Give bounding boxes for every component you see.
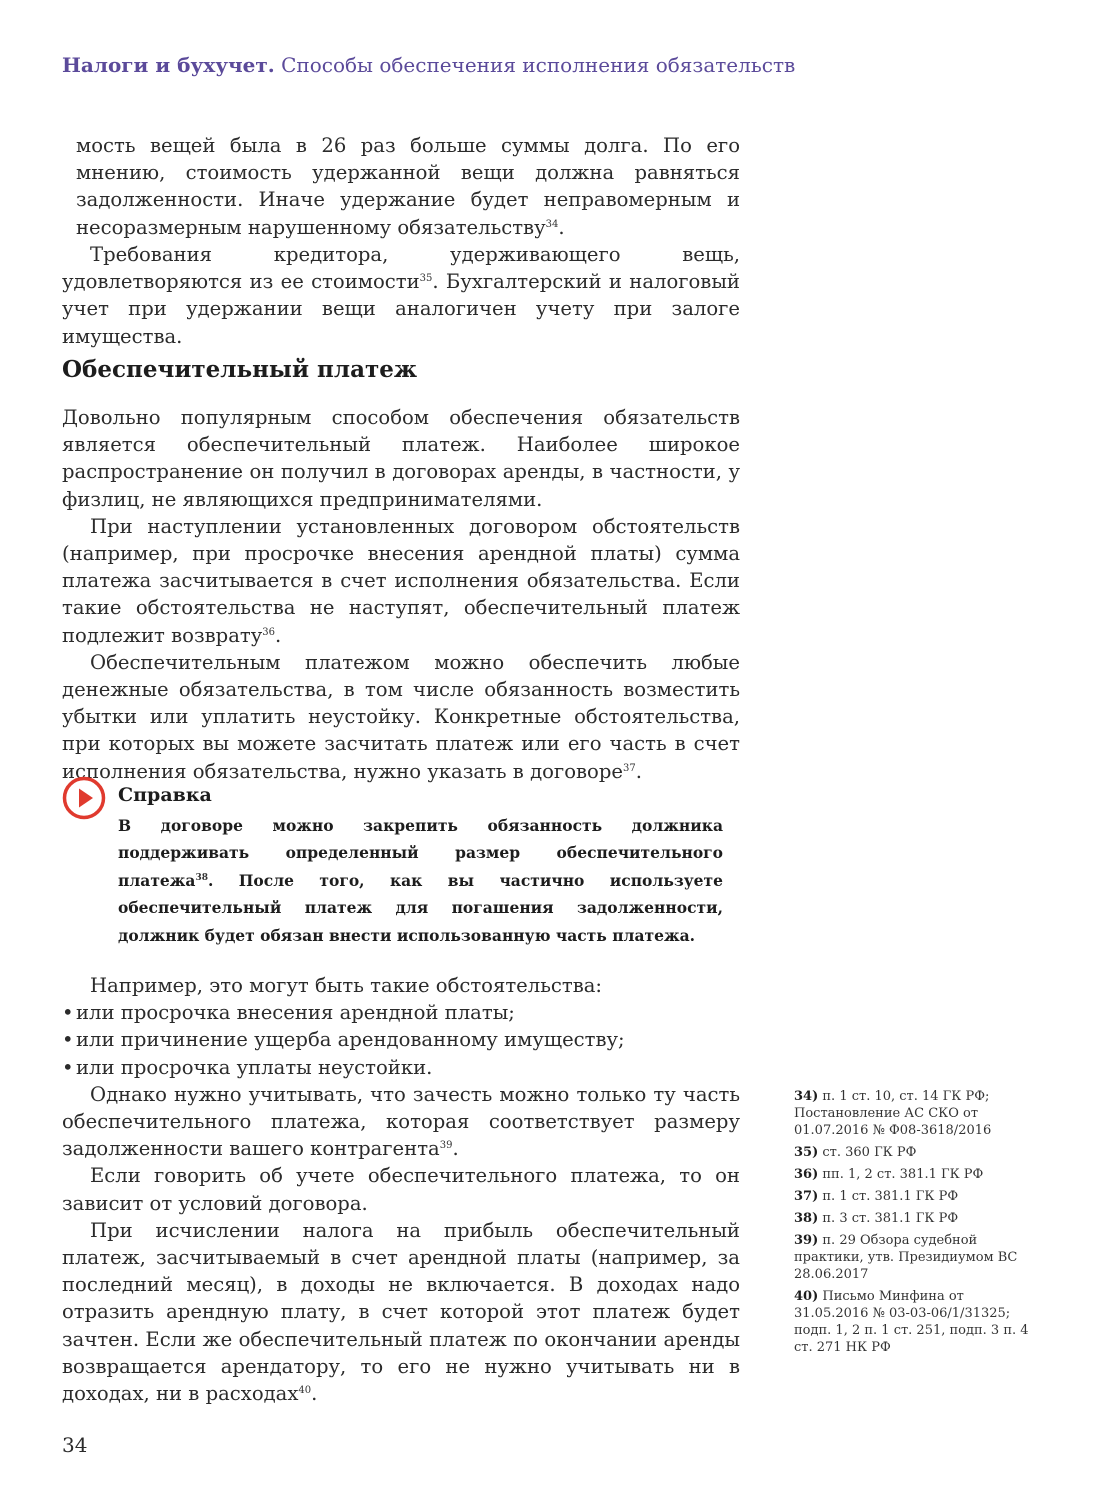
page-number: 34	[62, 1433, 88, 1457]
security-deposit-block	[62, 404, 740, 785]
running-head-title: Способы обеспечения исполнения обязательств	[281, 53, 796, 77]
running-head-section: Налоги и бухучет.	[62, 53, 275, 77]
footnote: 35) ст. 360 ГК РФ	[794, 1145, 917, 1160]
examples-block	[62, 972, 740, 1407]
footnote: 38) п. 3 ст. 381.1 ГК РФ	[794, 1211, 959, 1226]
footnote-ref[interactable]: 34	[545, 218, 559, 230]
paragraph: Обеспечительным платежом можно обеспечить любые денежные обязательства, в том числе обязанность возместить убытки или уплатить неустойку. Конкретные обстоятельства, при которых вы можете засчитать платеж или его часть в счет исполнения обязательства, нужно указать в договоре$^{37}$.	[62, 650, 740, 783]
footnote-ref[interactable]: 38	[195, 872, 209, 883]
bullet-list	[62, 999, 740, 1081]
paragraph: мость вещей была в 26 раз больше суммы долга. По его мнению, стоимость удержанной вещи должна равняться задолженности. Иначе удержание будет неправомерным и несоразмерным нарушенному обязательству$^{34}$.	[76, 134, 740, 239]
footnote: 40) Письмо Минфина от 31.05.2016 № 03-03-06/1/31325; подп. 1, 2 п. 1 ст. 251, подп. 3 п. 4 ст. 271 НК РФ	[794, 1289, 1029, 1355]
footnote: 36) пп. 1, 2 ст. 381.1 ГК РФ	[794, 1167, 984, 1182]
play-icon	[62, 776, 106, 820]
paragraph: Однако нужно учитывать, что зачесть можно только ту часть обеспечительного платежа, которая соответствует размеру задолженности вашего контрагента$^{39}$.	[62, 1082, 740, 1161]
footnote-ref[interactable]: 36	[262, 626, 275, 638]
running-head	[62, 53, 795, 77]
paragraph: Довольно популярным способом обеспечения обязательств является обеспечительный платеж. Наиболее широкое распространение он получил в договорах аренды, в частности, у физлиц, не являющихся предпринимателями.	[62, 406, 740, 511]
list-item: • или просрочка внесения арендной платы;	[62, 999, 740, 1026]
footnote-ref[interactable]: 39	[439, 1140, 453, 1152]
list-item: • или причинение ущерба арендованному имуществу;	[62, 1026, 740, 1053]
paragraph: При наступлении установленных договором обстоятельств (например, при просрочке внесения арендной платы) сумма платежа засчитывается в счет исполнения обязательства. Если такие обстоятельства не наступят, обеспечительный платеж подлежит возврату$^{36}$.	[62, 514, 740, 647]
footnote-ref[interactable]: 35	[419, 273, 433, 285]
section-heading: Обеспечительный платеж	[62, 356, 418, 383]
footnote: 37) п. 1 ст. 381.1 ГК РФ	[794, 1189, 959, 1204]
footnote: 39) п. 29 Обзора судебной практики, утв. Президиумом ВС 28.06.2017	[794, 1233, 1018, 1282]
intro-block	[62, 132, 740, 241]
paragraph: При исчислении налога на прибыль обеспечительный платеж, засчитываемый в счет арендной платы (например, за последний месяц), в доходы не включается. В доходах надо отразить арендную плату, в счет которой этот платеж будет зачтен. Если же обеспечительный платеж по окончании аренды возвращается арендатору, то его не нужно учитывать ни в доходах, ни в расходах$^{40}$.	[62, 1218, 740, 1406]
note-body: В договоре можно закрепить обязанность должника поддерживать определенный размер обеспечительного платежа$^{38}$. После того, как вы частично используете обеспечительный платеж для погашения задолженности, должник будет обязан внести использованную часть платежа.	[118, 816, 723, 945]
footnote-ref[interactable]: 40	[298, 1385, 312, 1397]
paragraph: Например, это могут быть такие обстоятельства:	[90, 974, 603, 997]
intro-block-2	[62, 241, 740, 350]
paragraph: Требования кредитора, удерживающего вещь, удовлетворяются из ее стоимости$^{35}$. Бухгалтерский и налоговый учет при удержании вещи аналогичен учету при залоге имущества.	[62, 243, 740, 348]
footnote: 34) п. 1 ст. 10, ст. 14 ГК РФ; Постановление АС СКО от 01.07.2016 № Ф08-3618/2016	[794, 1089, 992, 1138]
note-title: Справка	[118, 784, 212, 806]
footnotes	[794, 1088, 1039, 1361]
list-item: • или просрочка уплаты неустойки.	[62, 1054, 740, 1081]
paragraph: Если говорить об учете обеспечительного платежа, то он зависит от условий договора.	[62, 1164, 740, 1215]
footnote-ref[interactable]: 37	[622, 762, 636, 774]
